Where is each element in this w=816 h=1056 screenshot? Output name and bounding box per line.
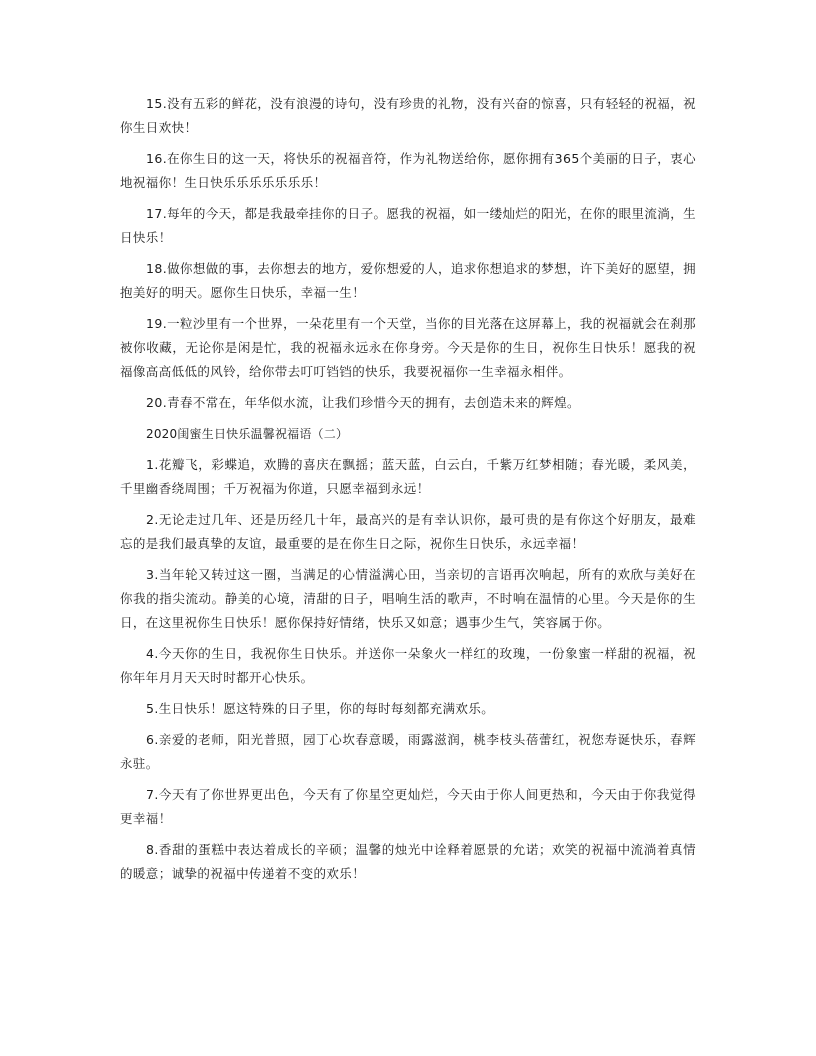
blessing-paragraph-18: 18.做你想做的事，去你想去的地方，爱你想爱的人，追求你想追求的梦想，许下美好的愿望，拥抱美好的明天。愿你生日快乐，幸福一生！ xyxy=(120,261,696,300)
blessing-paragraph-1: 1.花瓣飞，彩蝶追，欢腾的喜庆在飘摇；蓝天蓝，白云白，千紫万红梦相随；春光暖，柔风美，千里幽香绕周围；千万祝福为你道，只愿幸福到永远！ xyxy=(120,457,696,496)
blessing-paragraph-8: 8.香甜的蛋糕中表达着成长的辛硕；温馨的烛光中诠释着愿景的允诺；欢笑的祝福中流淌着真情的暖意；诚挚的祝福中传递着不变的欢乐！ xyxy=(120,842,696,881)
blessing-paragraph-5: 5.生日快乐！愿这特殊的日子里，你的每时每刻都充满欢乐。 xyxy=(146,701,495,716)
blessing-paragraph-19: 19.一粒沙里有一个世界，一朵花里有一个天堂，当你的目光落在这屏幕上，我的祝福就会在刹那被你收藏，无论你是闲是忙，我的祝福永远永在你身旁。今天是你的生日，祝你生日快乐！愿我的祝福像高高低低的风铃，给你带去叮叮铛铛的快乐，我要祝福你一生幸福永相伴。 xyxy=(120,316,696,379)
blessing-paragraph-15: 15.没有五彩的鲜花，没有浪漫的诗句，没有珍贵的礼物，没有兴奋的惊喜，只有轻轻的祝福，祝你生日欢快！ xyxy=(120,96,696,135)
blessing-paragraph-4: 4.今天你的生日，我祝你生日快乐。并送你一朵象火一样红的玫瑰，一份象蜜一样甜的祝福，祝你年年月月天天时时都开心快乐。 xyxy=(120,646,696,685)
blessing-paragraph-7: 7.今天有了你世界更出色，今天有了你星空更灿烂，今天由于你人间更热和，今天由于你我觉得更幸福！ xyxy=(120,787,696,826)
blessing-paragraph-3: 3.当年轮又转过这一圈，当满足的心情溢满心田，当亲切的言语再次响起，所有的欢欣与美好在你我的指尖流动。静美的心境，清甜的日子，唱响生活的歌声，不时响在温情的心里。今天是你的生日，在这里祝你生日快乐！愿你保持好情绪，快乐又如意；遇事少生气，笑容属于你。 xyxy=(120,567,696,630)
blessing-paragraph-20: 20.青春不常在，年华似水流，让我们珍惜今天的拥有，去创造未来的辉煌。 xyxy=(146,395,580,410)
blessing-paragraph-6: 6.亲爱的老师，阳光普照，园丁心坎春意暖，雨露滋润，桃李枝头蓓蕾红，祝您寿诞快乐，春辉永驻。 xyxy=(120,732,696,771)
section-heading: 2020闺蜜生日快乐温馨祝福语（二） xyxy=(146,427,349,441)
document-body xyxy=(120,92,696,893)
blessing-paragraph-2: 2.无论走过几年、还是历经几十年，最高兴的是有幸认识你，最可贵的是有你这个好朋友，最难忘的是我们最真挚的友谊，最重要的是在你生日之际，祝你生日快乐，永远幸福！ xyxy=(120,512,696,551)
blessing-paragraph-16: 16.在你生日的这一天，将快乐的祝福音符，作为礼物送给你，愿你拥有365个美丽的日子，衷心地祝福你！生日快乐乐乐乐乐乐乐！ xyxy=(120,151,696,190)
blessing-paragraph-17: 17.每年的今天，都是我最牵挂你的日子。愿我的祝福，如一缕灿烂的阳光，在你的眼里流淌，生日快乐！ xyxy=(120,206,696,245)
